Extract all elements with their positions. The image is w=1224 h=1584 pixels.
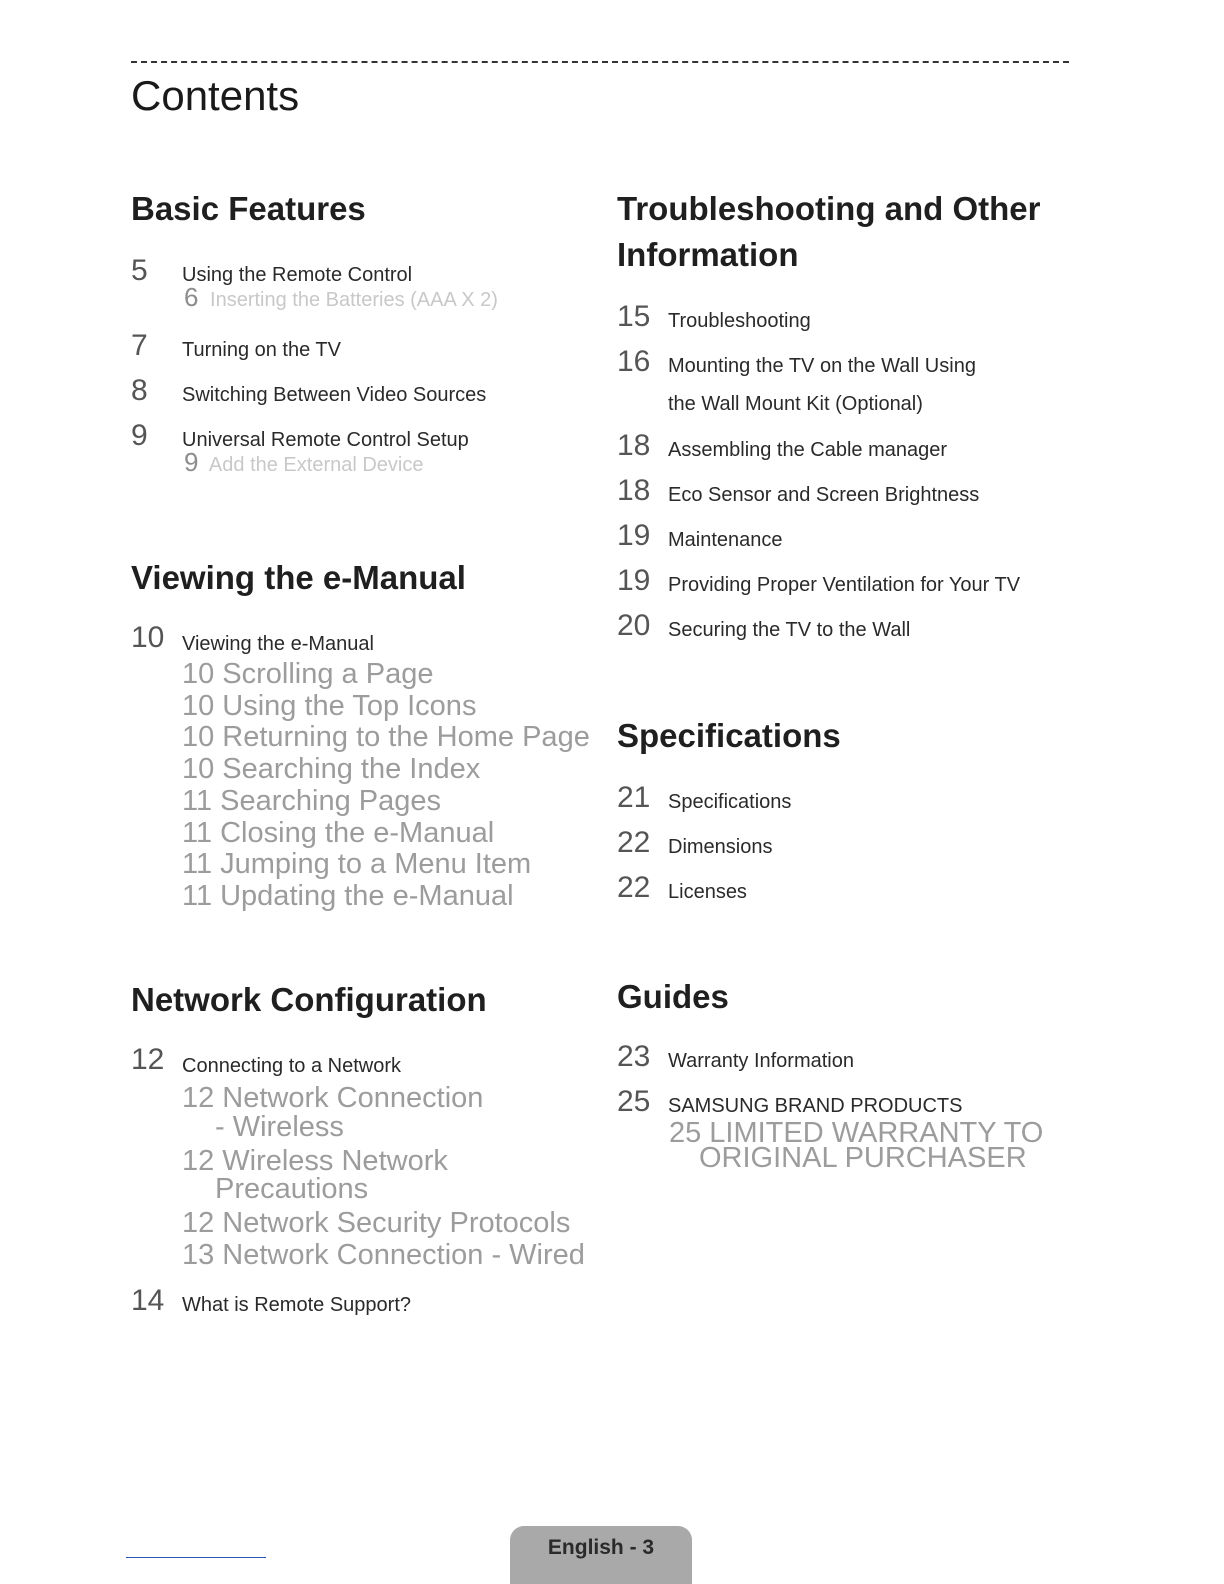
page-number: 9 [184, 447, 199, 477]
page-number: 11 [182, 848, 213, 881]
entry-label: Network Connection [222, 1082, 484, 1114]
section-basic-features [131, 186, 571, 482]
heading-line: Information [617, 236, 799, 273]
entry-label: Licenses [668, 881, 747, 903]
page-number: 25 [617, 1085, 651, 1118]
section-heading: Specifications [617, 717, 841, 754]
page-number: 11 [182, 784, 213, 817]
toc-subentry[interactable] [131, 754, 591, 786]
toc-entry[interactable] [131, 1284, 591, 1329]
toc-subentry[interactable] [131, 818, 591, 850]
entry-label: Add the External Device [208, 454, 424, 476]
toc-entry[interactable] [617, 474, 1097, 519]
toc-subentry[interactable] [131, 691, 591, 723]
page-number: 12 [182, 1207, 215, 1240]
toc-entry[interactable] [617, 1040, 1097, 1085]
heading-line: Troubleshooting and Other [617, 190, 1041, 227]
page-number: 11 [182, 879, 213, 912]
page-number: 23 [617, 1040, 651, 1073]
section-heading: Network Configuration [131, 981, 487, 1018]
section-viewing-e-manual [131, 555, 591, 913]
entry-label: Jumping to a Menu Item [220, 848, 532, 881]
toc-subentry[interactable] [617, 1117, 1097, 1174]
page-number: 15 [617, 300, 651, 333]
page-number: 21 [617, 781, 651, 814]
page-number: 18 [617, 429, 651, 462]
entry-label: Using the Top Icons [222, 689, 477, 722]
toc-subentry[interactable] [131, 881, 591, 913]
entry-label: Mounting the TV on the Wall Using [668, 355, 976, 377]
entry-label: Wireless Network [222, 1144, 448, 1177]
toc-subentry[interactable] [131, 722, 591, 754]
page-number: 20 [617, 609, 651, 642]
page-number: 12 [182, 1144, 215, 1177]
page-number: 19 [617, 519, 651, 552]
entry-label: Specifications [668, 791, 792, 813]
toc-subentry[interactable] [131, 659, 591, 691]
entry-label-continued: Precautions [215, 1173, 369, 1206]
section-heading: Basic Features [131, 190, 366, 227]
page-number: 13 [182, 1239, 215, 1272]
entry-label: Closing the e-Manual [220, 816, 495, 849]
entry-label: SAMSUNG BRAND PRODUCTS [668, 1095, 963, 1117]
entry-label: Network Security Protocols [222, 1207, 571, 1240]
entry-label: Assembling the Cable manager [668, 439, 948, 461]
entry-label: Returning to the Home Page [222, 721, 590, 754]
page-number: 16 [617, 345, 651, 378]
toc-subentry[interactable] [131, 786, 591, 818]
page-title: Contents [131, 72, 300, 119]
section-heading: Viewing the e-Manual [131, 559, 466, 596]
page-number: 11 [182, 816, 213, 849]
entry-label: Securing the TV to the Wall [668, 619, 911, 641]
entry-label: Troubleshooting [668, 310, 811, 332]
toc-subentry[interactable] [131, 1082, 591, 1143]
toc-entry[interactable] [617, 564, 1097, 609]
toc-entry[interactable] [131, 374, 571, 419]
entry-label: Switching Between Video Sources [182, 384, 487, 406]
section-network-configuration [131, 977, 591, 1329]
entry-label: Network Connection - Wired [222, 1239, 585, 1272]
page-number: 14 [131, 1283, 165, 1317]
toc-entry[interactable] [131, 1043, 591, 1083]
toc-subentry[interactable] [131, 283, 571, 317]
toc-entry[interactable] [617, 781, 1097, 826]
entry-label: Maintenance [668, 529, 783, 551]
entry-label: Warranty Information [668, 1050, 854, 1072]
page-number: 8 [131, 374, 148, 407]
entry-label: Searching Pages [220, 784, 441, 817]
entry-label: Searching the Index [222, 753, 481, 786]
toc-subentry[interactable] [131, 849, 591, 881]
toc-entry[interactable] [617, 429, 1097, 474]
page-number: 10 [182, 753, 215, 786]
entry-label: Turning on the TV [182, 339, 341, 361]
page-number: 12 [182, 1082, 215, 1114]
section-troubleshooting [617, 186, 1097, 654]
entry-label: What is Remote Support? [182, 1293, 411, 1316]
toc-entry[interactable] [131, 621, 591, 659]
section-heading: Guides [617, 978, 729, 1015]
toc-entry[interactable] [617, 519, 1097, 564]
toc-subentry[interactable] [131, 1240, 591, 1272]
entry-label: Providing Proper Ventilation for Your TV [668, 574, 1021, 596]
section-heading [617, 186, 1097, 278]
entry-label: Dimensions [668, 836, 773, 858]
entry-label-continued: ORIGINAL PURCHASER [699, 1142, 1027, 1174]
toc-subentry[interactable] [131, 1208, 591, 1240]
entry-label: Scrolling a Page [222, 658, 434, 690]
toc-entry[interactable] [617, 871, 1097, 916]
page-number: 10 [182, 658, 215, 690]
page-number: 25 [669, 1117, 702, 1149]
dashed-rule [131, 61, 1069, 63]
toc-subentry[interactable] [131, 448, 571, 482]
entry-label: Connecting to a Network [182, 1055, 402, 1077]
toc-entry[interactable] [617, 826, 1097, 871]
page-number: 7 [131, 329, 148, 362]
page-number: 10 [182, 689, 215, 722]
entry-label: Using the Remote Control [182, 264, 413, 286]
toc-subentry[interactable] [131, 1144, 591, 1206]
page-number-badge: English - 3 [510, 1526, 692, 1584]
page-number: 9 [131, 419, 148, 452]
entry-label: LIMITED WARRANTY TO [709, 1117, 1044, 1149]
entry-label: Updating the e-Manual [220, 879, 514, 912]
entry-label: Eco Sensor and Screen Brightness [668, 484, 980, 506]
toc-entry[interactable] [617, 345, 1097, 429]
entry-label: Universal Remote Control Setup [182, 429, 469, 451]
section-specifications [617, 713, 1097, 916]
toc-entry[interactable] [617, 300, 1097, 345]
page-number: 6 [184, 282, 199, 312]
footer-underline [126, 1557, 266, 1558]
page-number: 22 [617, 826, 651, 859]
entry-label-continued: the Wall Mount Kit (Optional) [668, 393, 923, 415]
page-number: 12 [131, 1043, 165, 1076]
entry-label: Viewing the e-Manual [182, 633, 374, 655]
entry-label: Inserting the Batteries (AAA X 2) [210, 289, 498, 311]
toc-entry[interactable] [617, 609, 1097, 654]
page-number: 19 [617, 564, 651, 597]
toc-entry[interactable] [131, 329, 571, 374]
toc-entry[interactable] [617, 1085, 1097, 1121]
page-number: 5 [131, 254, 148, 287]
entry-label-continued: - Wireless [215, 1110, 344, 1143]
page-number: 10 [182, 721, 215, 754]
page-number: 22 [617, 871, 651, 904]
page-number: 10 [131, 621, 165, 654]
page-number: 18 [617, 474, 651, 507]
section-guides [617, 974, 1097, 1174]
